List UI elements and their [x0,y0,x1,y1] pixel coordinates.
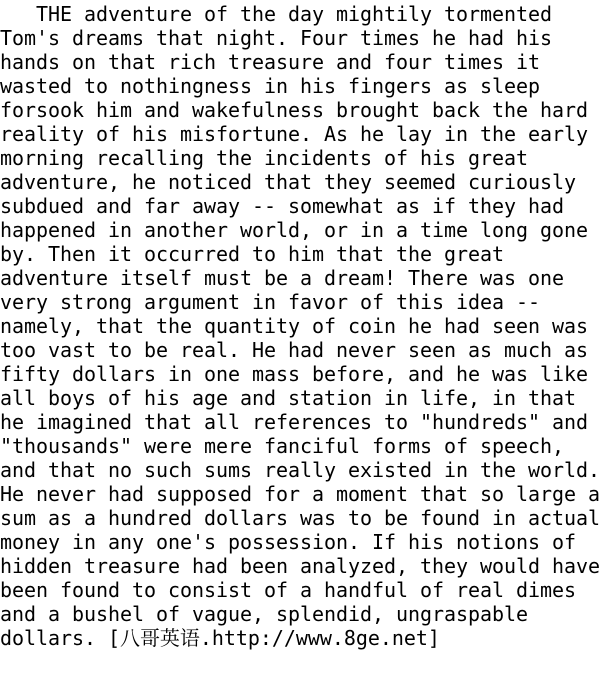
text-line: THE adventure of the day mightily tormented [0,2,553,26]
document-body [0,2,600,650]
text-line: and that no such sums really existed in the world. [0,458,600,482]
text-line: too vast to be real. He had never seen as much as [0,338,589,362]
text-line: reality of his misfortune. As he lay in the early [0,122,589,146]
text-line: been found to consist of a handful of real dimes [0,578,577,602]
text-line-with-source-link: dollars. [八哥英语.http://www.8ge.net] [0,626,440,650]
text-line: morning recalling the incidents of his great [0,146,529,170]
text-line: subdued and far away -- somewhat as if they had [0,194,565,218]
text-line: he imagined that all references to "hundreds" and [0,410,589,434]
text-line: adventure, he noticed that they seemed curiously [0,170,577,194]
text-line: money in any one's possession. If his notions of [0,530,577,554]
text-line: and a bushel of vague, splendid, ungraspable [0,602,529,626]
text-line: forsook him and wakefulness brought back the hard [0,98,589,122]
text-line: by. Then it occurred to him that the great [0,242,505,266]
text-line: hands on that rich treasure and four times it [0,50,541,74]
text-line: "thousands" were mere fanciful forms of speech, [0,434,565,458]
text-line: sum as a hundred dollars was to be found in actual [0,506,600,530]
text-line: happened in another world, or in a time long gone [0,218,589,242]
text-line: fifty dollars in one mass before, and he was like [0,362,589,386]
text-line: namely, that the quantity of coin he had seen was [0,314,589,338]
text-line: Tom's dreams that night. Four times he had his [0,26,553,50]
text-line: very strong argument in favor of this idea -- [0,290,541,314]
text-line: He never had supposed for a moment that so large a [0,482,600,506]
text-line: adventure itself must be a dream! There was one [0,266,565,290]
text-line: hidden treasure had been analyzed, they would have [0,554,600,578]
text-line: wasted to nothingness in his fingers as sleep [0,74,541,98]
text-line: all boys of his age and station in life, in that [0,386,577,410]
